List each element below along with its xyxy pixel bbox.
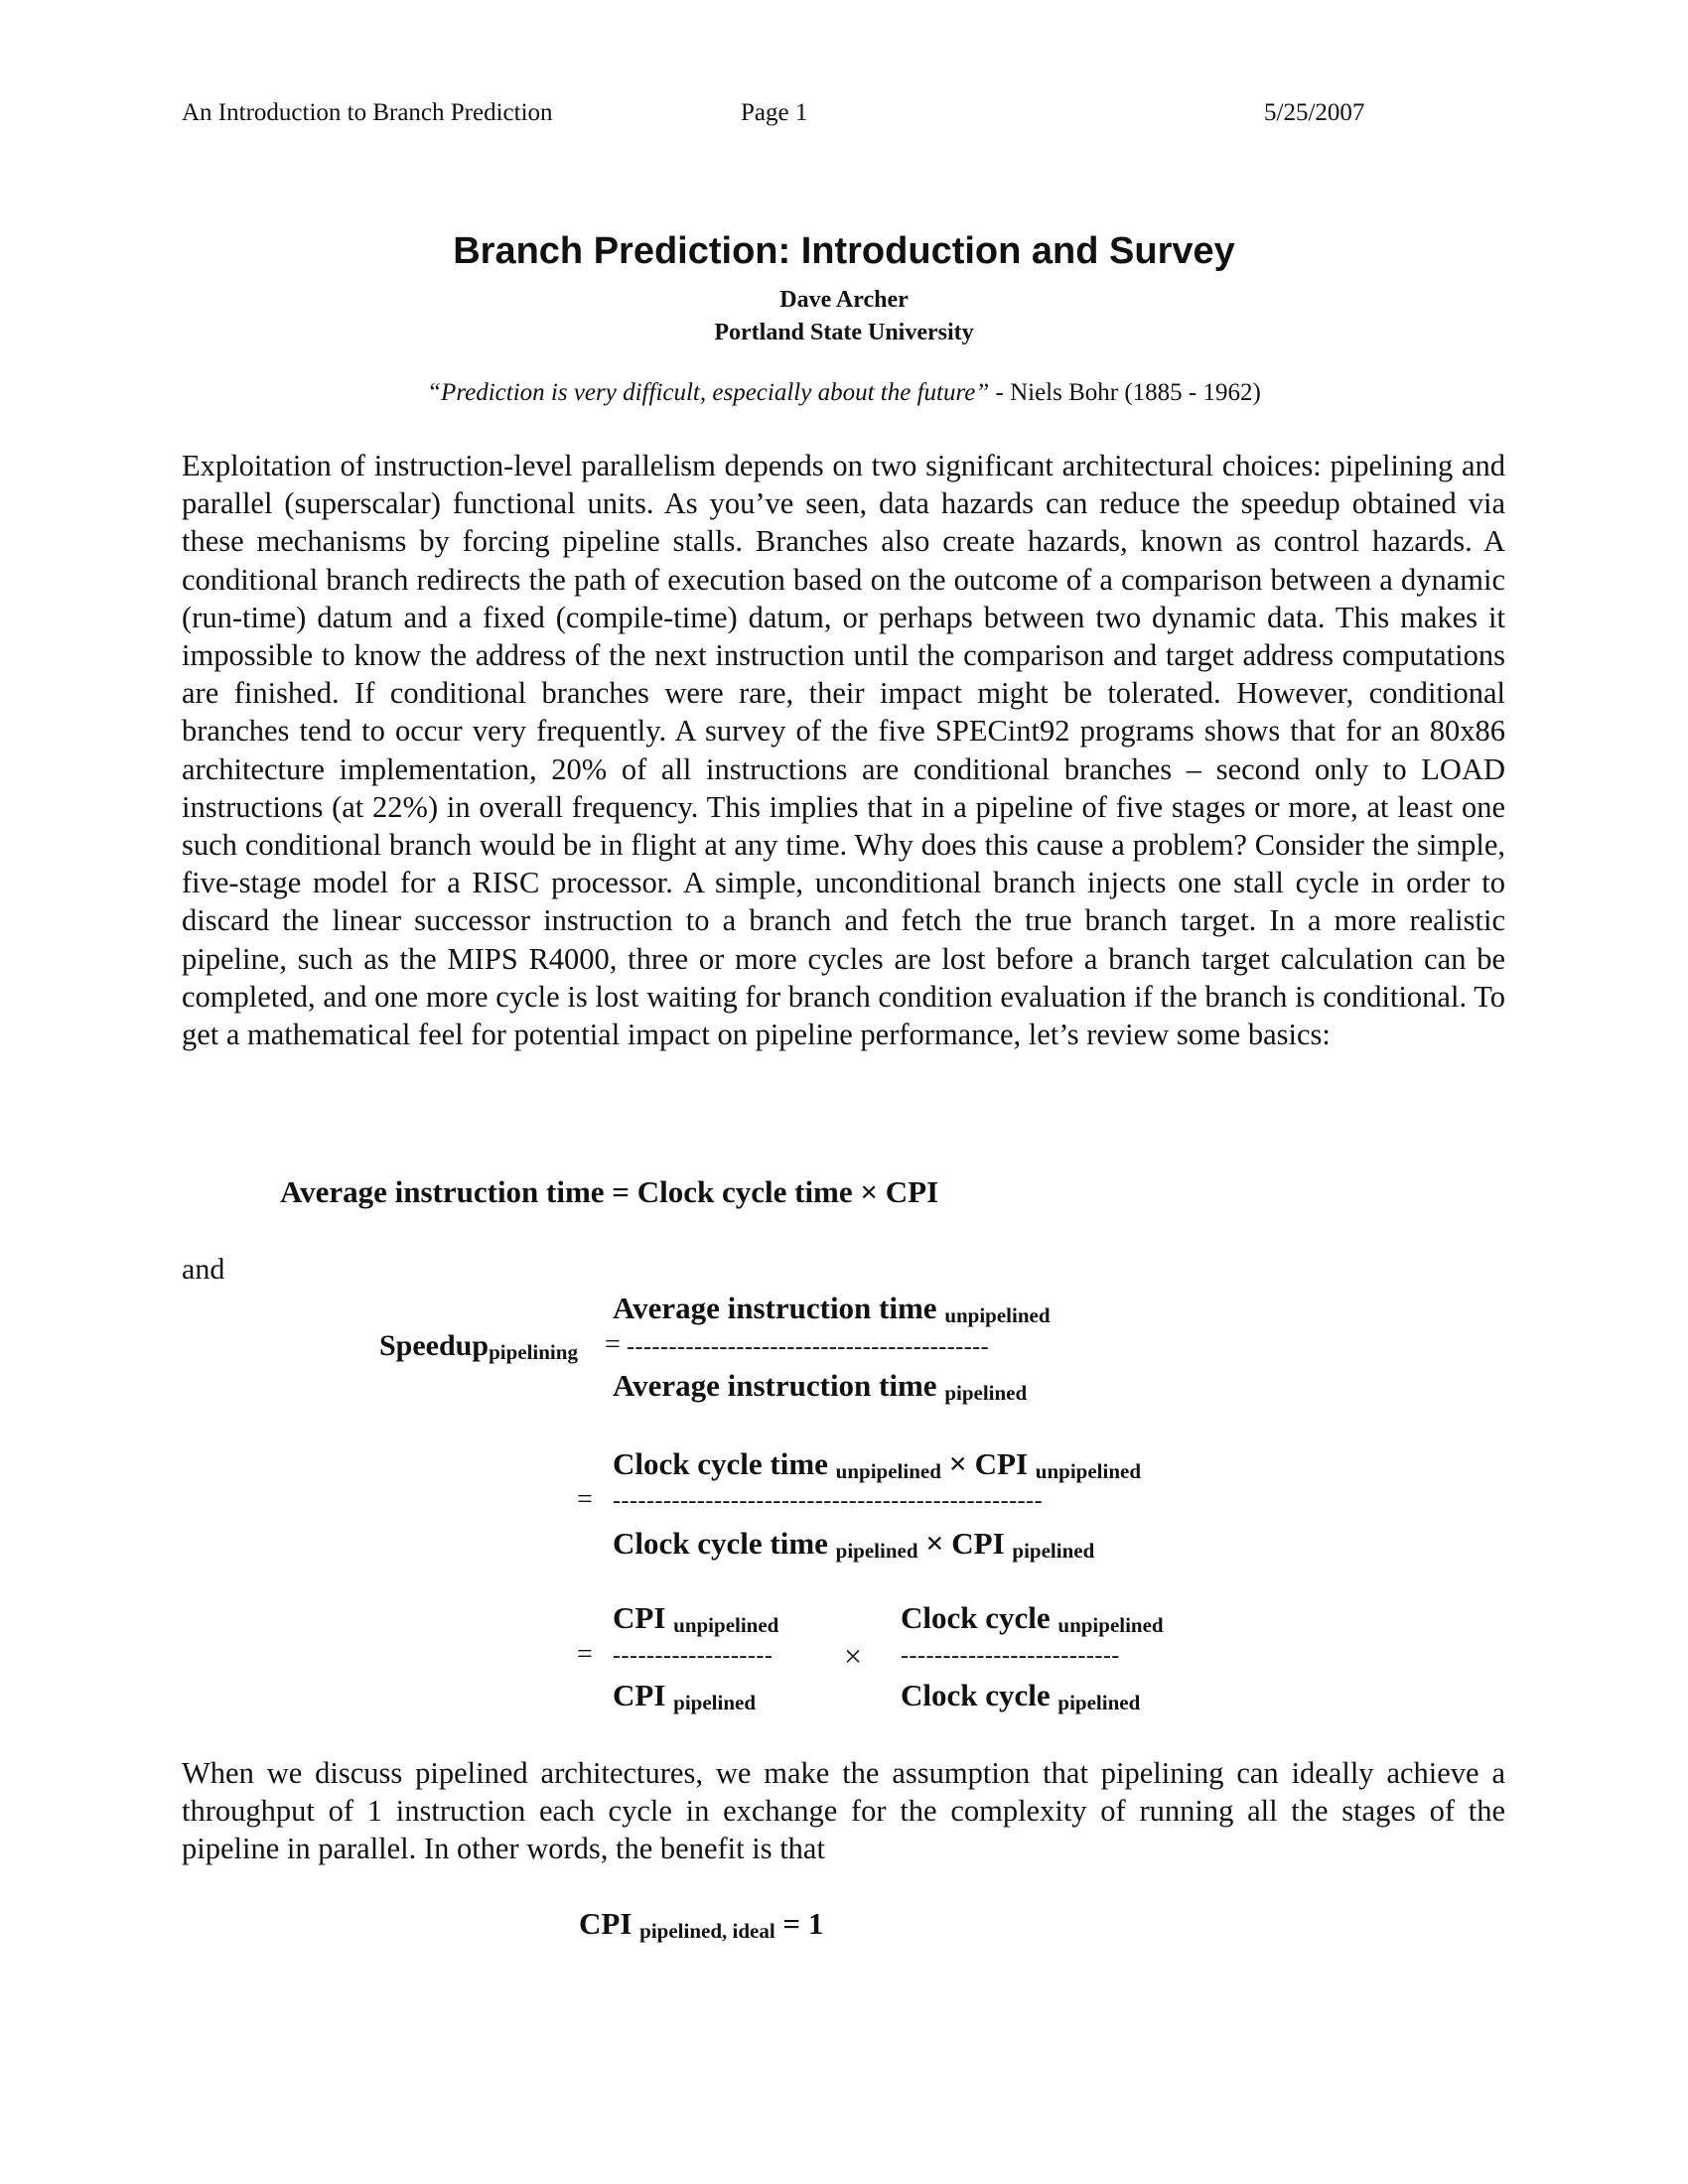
denominator-3-right-subscript: pipelined (1057, 1691, 1141, 1714)
speedup-subscript: pipelining (489, 1340, 578, 1364)
author-name: Dave Archer (779, 287, 909, 313)
epigraph-quote: “Prediction is very difficult, especially about the future” (427, 379, 990, 406)
numerator-1-subscript: unpipelined (944, 1303, 1051, 1327)
denominator-1-text: Average instruction time (613, 1368, 937, 1403)
cpi-ideal-rhs: = 1 (782, 1906, 824, 1941)
body-paragraph-2: When we discuss pipelined architectures, we make the assumption that pipelining can ideally achieve a throughput of 1 instruction each cycle in exchange for the complexity of running all the stages of the pipeline in parallel. In other words, the benefit is that (182, 1756, 1505, 1866)
denominator-3-right-text: Clock cycle (901, 1678, 1051, 1712)
author-affiliation: Portland State University (714, 320, 974, 345)
equals-sign-1: = (605, 1329, 621, 1360)
times-sign-4: × (844, 1638, 863, 1674)
document-title: Branch Prediction: Introduction and Survey (453, 230, 1235, 272)
denominator-3-left-text: CPI (613, 1678, 666, 1712)
equation-average-instruction-time: Average instruction time = Clock cycle time × CPI (280, 1174, 939, 1209)
denominator-2b-subscript: pipelined (1012, 1539, 1095, 1563)
denominator-2a-subscript: pipelined (835, 1539, 918, 1563)
numerator-3-left-text: CPI (613, 1600, 666, 1635)
numerator-3-left-subscript: unpipelined (673, 1613, 779, 1637)
epigraph-attribution: - Niels Bohr (1885 - 1962) (989, 379, 1261, 406)
numerator-3-right-text: Clock cycle (901, 1600, 1051, 1635)
running-header-date: 5/25/2007 (1264, 99, 1365, 126)
fraction-3-right-denominator (901, 1678, 1140, 1715)
cpi-ideal-subscript: pipelined, ideal (639, 1919, 775, 1943)
numerator-3-right-subscript: unpipelined (1057, 1613, 1164, 1637)
equation-cpi-ideal (579, 1906, 823, 1944)
fraction-bar-3-left: ------------------- (613, 1643, 774, 1669)
running-header-title: An Introduction to Branch Prediction (182, 99, 553, 126)
times-sign-3: × (925, 1525, 944, 1561)
cpi-ideal-lhs: CPI (579, 1906, 633, 1941)
epigraph (0, 379, 1688, 407)
denominator-2a-text: Clock cycle time (613, 1526, 828, 1561)
times-sign-2: × (948, 1445, 967, 1481)
fraction-1-denominator (613, 1368, 1027, 1406)
fraction-3-right-numerator (901, 1600, 1164, 1638)
fraction-2-numerator (613, 1445, 1141, 1484)
fraction-2-denominator (613, 1525, 1094, 1564)
numerator-2a-text: Clock cycle time (613, 1446, 828, 1481)
denominator-2b-text: CPI (951, 1526, 1005, 1561)
running-header-page: Page 1 (741, 99, 808, 126)
denominator-1-subscript: pipelined (944, 1381, 1028, 1405)
fraction-3-left-denominator (613, 1678, 756, 1715)
numerator-2a-subscript: unpipelined (835, 1459, 941, 1483)
numerator-2b-text: CPI (974, 1446, 1029, 1481)
fraction-1-numerator (613, 1291, 1051, 1328)
equals-sign-3: = (577, 1639, 593, 1670)
fraction-bar-2: --------------------------------------------------- (613, 1488, 1044, 1514)
numerator-1-text: Average instruction time (613, 1291, 937, 1325)
connector-and: and (182, 1253, 225, 1286)
body-paragraph-1: Exploitation of instruction-level parallelism depends on two significant architectural choices: pipelining and parallel (superscalar) functional units. As you’ve seen, data hazards can reduce the speedup obtained via these mechanisms by forcing pipeline stalls. Branches also create hazards, known as control hazards. A conditional branch redirects the path of execution based on the outcome of a comparison between a dynamic (run-time) datum and a fixed (compile-time) datum, or perhaps between two dynamic data. This makes it impossible to know the address of the next instruction until the comparison and target address computations are finished. If conditional branches were rare, their impact might be tolerated. However, conditional branches tend to occur very frequently. A survey of the five SPECint92 programs shows that for an 80x86 architecture implementation, 20% of all instructions are conditional branches – second only to LOAD instructions (at 22%) in overall frequency. This implies that in a pipeline of five stages or more, at least one such conditional branch would be in flight at any time. Why does this cause a problem? Consider the simple, five-stage model for a RISC processor. A simple, unconditional branch injects one stall cycle in order to discard the linear successor instruction to a branch and fetch the true branch target. In a more realistic pipeline, such as the MIPS R4000, three or more cycles are lost before a branch target calculation can be completed, and one more cycle is lost waiting for branch condition evaluation if the branch is conditional. To get a mathematical feel for potential impact on pipeline performance, let’s review some basics: (182, 449, 1505, 1052)
equals-sign-2: = (577, 1484, 593, 1515)
fraction-bar-1: ------------------------------------------- (627, 1334, 990, 1360)
speedup-label (379, 1329, 578, 1365)
fraction-3-left-numerator (613, 1600, 778, 1638)
speedup-word: Speedup (379, 1329, 490, 1362)
numerator-2b-subscript: unpipelined (1035, 1459, 1142, 1483)
denominator-3-left-subscript: pipelined (673, 1691, 757, 1714)
fraction-bar-3-right: -------------------------- (901, 1643, 1120, 1669)
